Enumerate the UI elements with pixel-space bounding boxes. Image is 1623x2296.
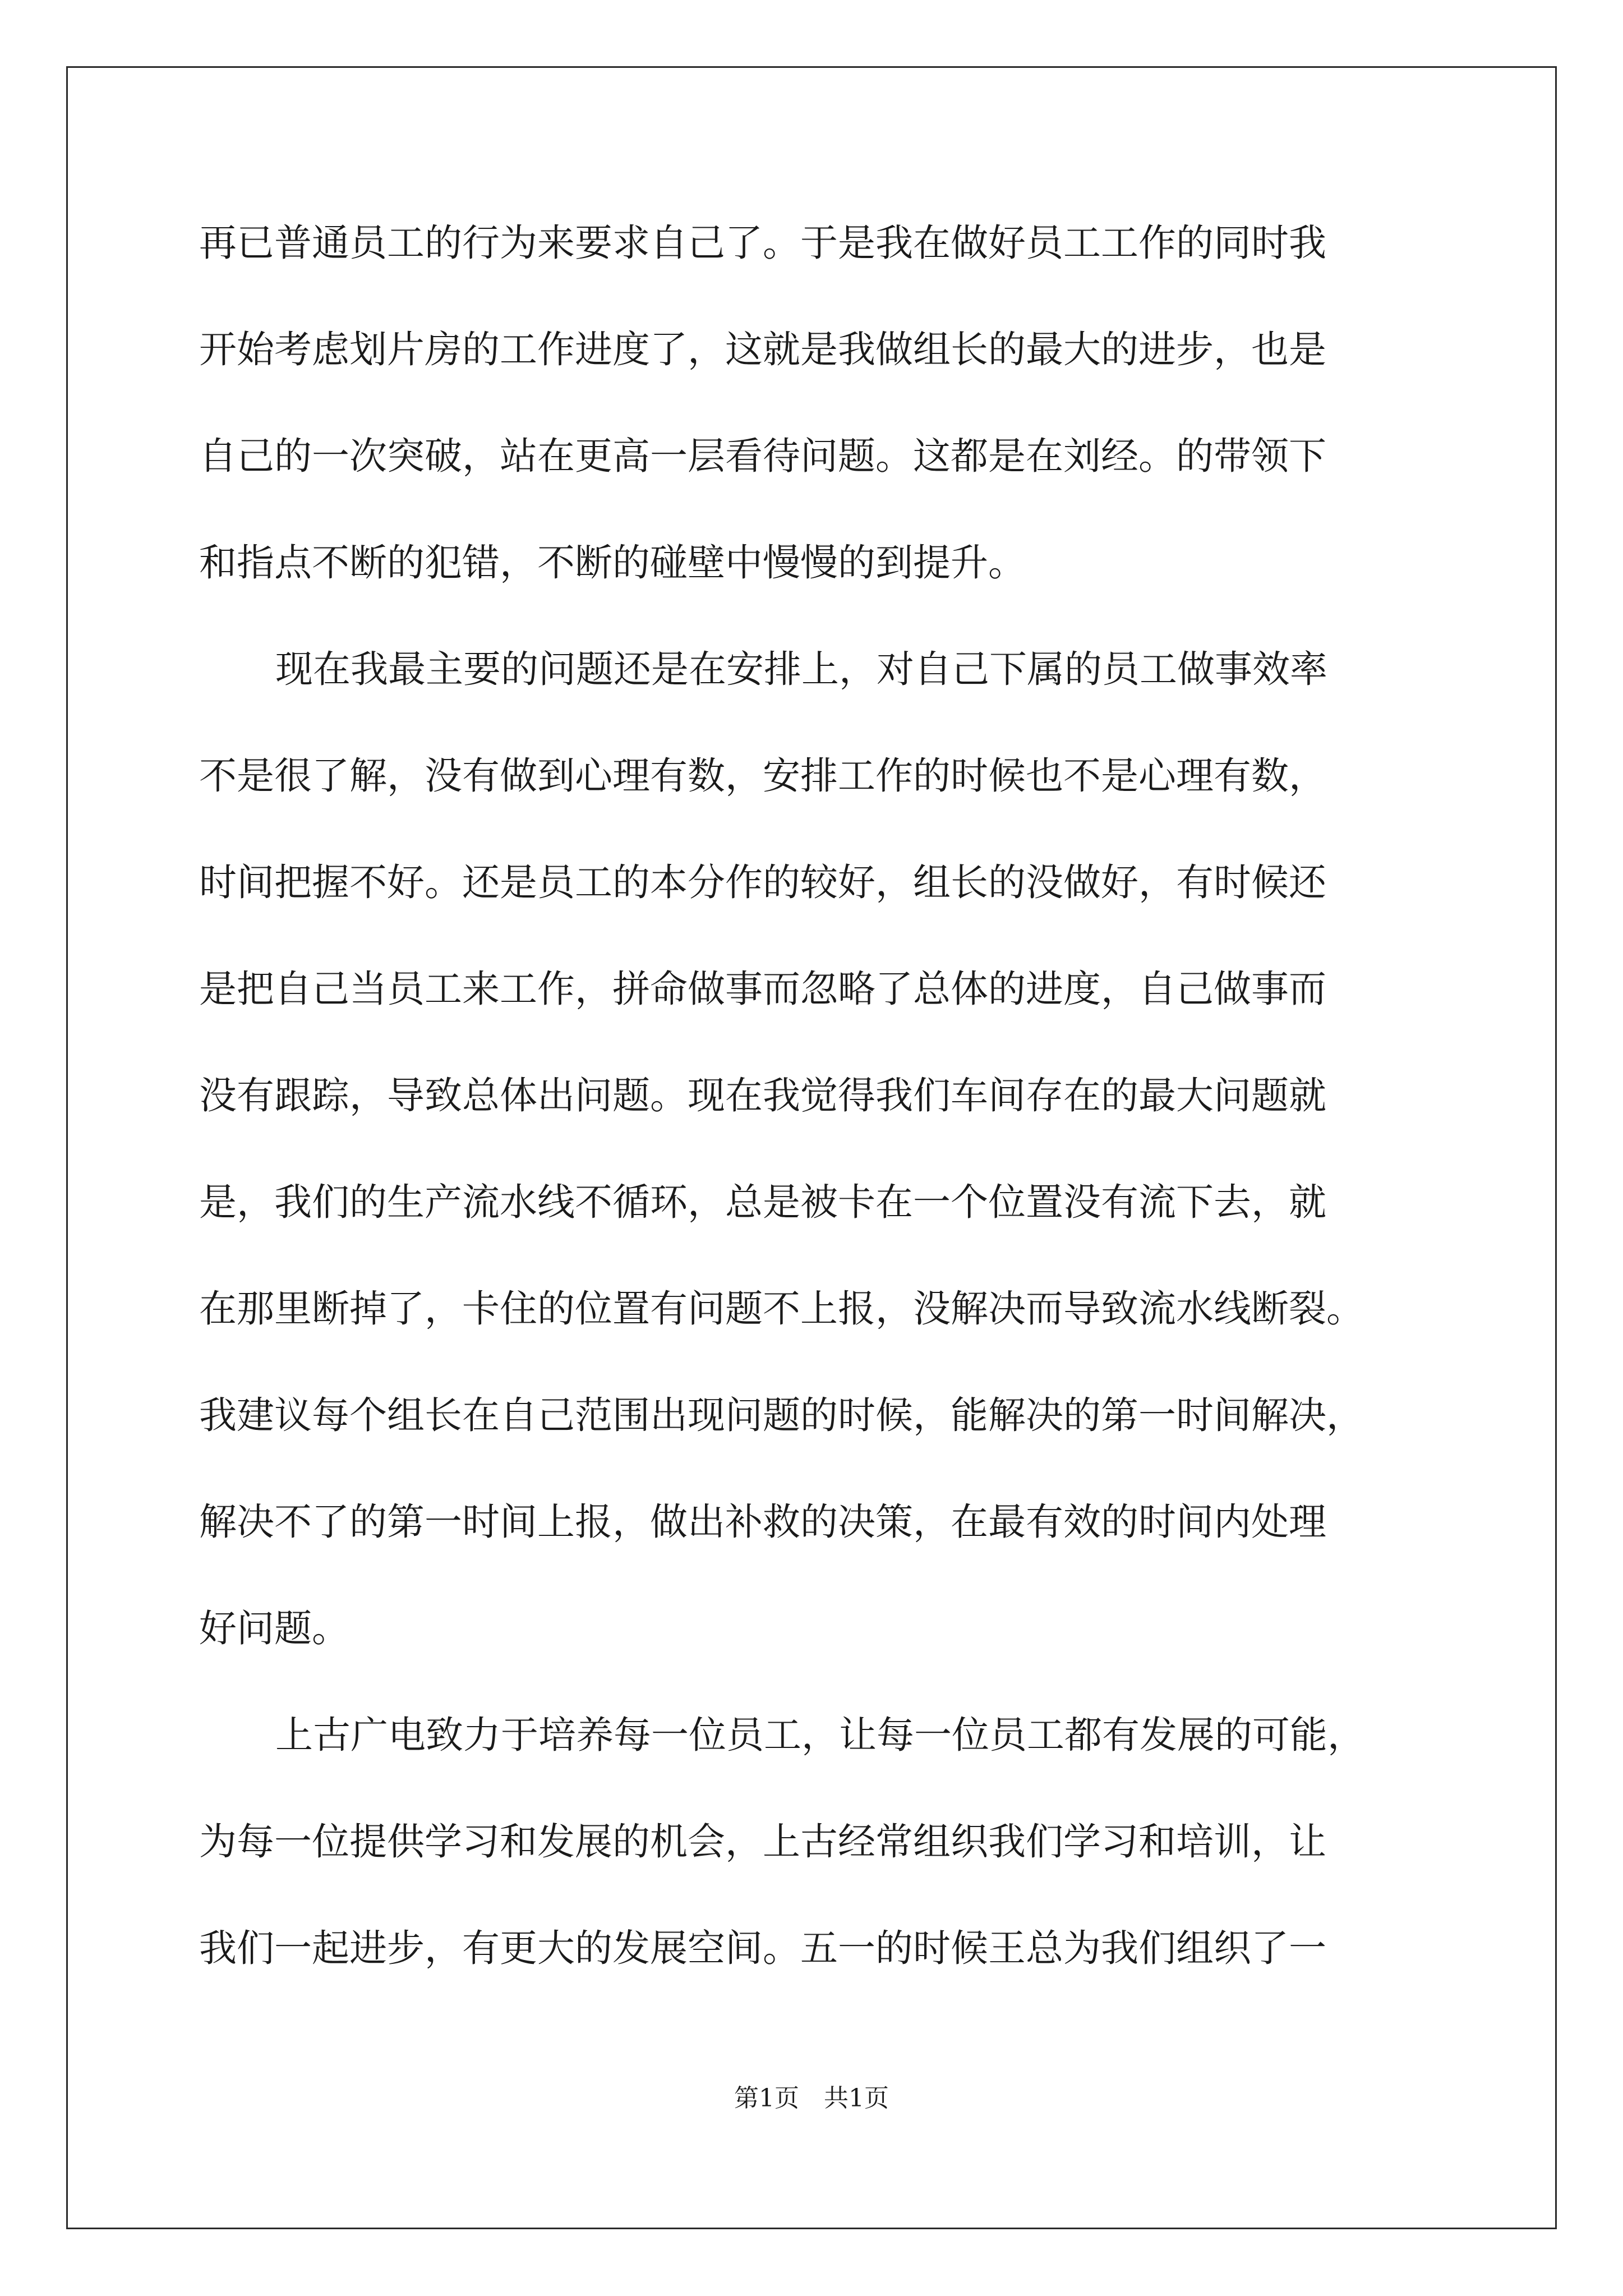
document-body	[199, 216, 1422, 2028]
text-line: 不是很了解，没有做到心理有数，安排工作的时候也不是心理有数，	[199, 754, 1326, 798]
text-line: 我们一起进步，有更大的发展空间。五一的时候王总为我们组织了一	[199, 1926, 1326, 1970]
page-footer: 第1页 共1页	[734, 2084, 889, 2113]
text-line: 开始考虑划片房的工作进度了，这就是我做组长的最大的进步，也是	[199, 328, 1326, 371]
text-line: 解决不了的第一时间上报，做出补救的决策，在最有效的时间内处理	[199, 1500, 1326, 1544]
text-line: 时间把握不好。还是员工的本分作的较好，组长的没做好，有时候还	[199, 861, 1326, 904]
text-line: 再已普通员工的行为来要求自己了。于是我在做好员工工作的同时我	[199, 221, 1326, 265]
text-line: 没有跟踪，导致总体出问题。现在我觉得我们车间存在的最大问题就	[199, 1074, 1326, 1117]
text-line: 自己的一次突破，站在更高一层看待问题。这都是在刘经。的带领下	[199, 434, 1326, 478]
text-line: 是把自己当员工来工作，拼命做事而忽略了总体的进度，自己做事而	[199, 967, 1326, 1011]
paragraph-first-line: 现在我最主要的问题还是在安排上，对自己下属的员工做事效率	[275, 647, 1327, 691]
text-line: 为每一位提供学习和发展的机会，上古经常组织我们学习和培训，让	[199, 1820, 1326, 1864]
text-line: 是，我们的生产流水线不循环，总是被卡在一个位置没有流下去，就	[199, 1180, 1326, 1224]
text-line: 在那里断掉了，卡住的位置有问题不上报，没解决而导致流水线断裂。	[199, 1287, 1364, 1331]
text-line: 和指点不断的犯错，不断的碰壁中慢慢的到提升。	[199, 541, 1026, 585]
text-line: 好问题。	[199, 1607, 349, 1650]
text-line: 我建议每个组长在自己范围出现问题的时候，能解决的第一时间解决，	[199, 1393, 1364, 1437]
paragraph-first-line: 上古广电致力于培养每一位员工，让每一位员工都有发展的可能，	[275, 1713, 1365, 1757]
